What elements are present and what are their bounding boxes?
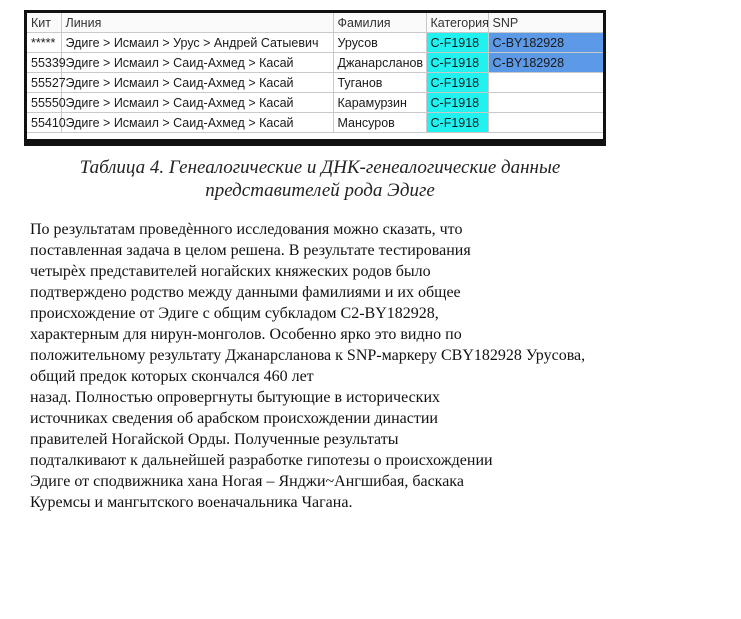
cell-category: C-F1918 <box>426 93 488 113</box>
cell-kit: ***** <box>27 33 61 53</box>
cell-kit: 55550 <box>27 93 61 113</box>
header-category: Категория <box>426 13 488 33</box>
genealogy-table-frame <box>24 10 606 146</box>
cell-surname: Туганов <box>333 73 426 93</box>
paragraph-line: общий предок которых скончался 460 лет <box>30 368 314 385</box>
paragraph-line: подталкивают к дальнейшей разработке гипотезы о происхождении <box>30 452 493 469</box>
table-row <box>27 33 603 53</box>
paragraph-line: поставленная задача в целом решена. В результате тестирования <box>30 242 471 259</box>
cell-category: C-F1918 <box>426 33 488 53</box>
cell-kit: 55527 <box>27 73 61 93</box>
header-snp: SNP <box>488 13 603 33</box>
cell-line: Эдиге > Исмаил > Саид-Ахмед > Касай <box>61 113 333 133</box>
cell-line: Эдиге > Исмаил > Саид-Ахмед > Касай <box>61 93 333 113</box>
cell-surname: Джанарсланов <box>333 53 426 73</box>
caption-line-2: представителей рода Эдиге <box>205 180 435 201</box>
table-header-row <box>27 13 603 33</box>
cell-kit: 55339 <box>27 53 61 73</box>
paragraph-line: Эдиге от сподвижника хана Ногая – Янджи~Ангшибая, баскака <box>30 473 464 490</box>
cell-category: C-F1918 <box>426 53 488 73</box>
paragraph-line: источниках сведения об арабском происхождении династии <box>30 410 438 427</box>
paragraph-line: положительному результату Джанарсланова к SNP-маркеру CBY182928 Урусова, <box>30 347 586 364</box>
cell-category: C-F1918 <box>426 73 488 93</box>
paragraph-line: происхождение от Эдиге с общим субкладом C2-BY182928, <box>30 305 439 322</box>
cell-snp <box>488 93 603 113</box>
genealogy-table <box>27 13 603 133</box>
cell-kit: 55410 <box>27 113 61 133</box>
conclusion-paragraph <box>30 219 720 513</box>
table-caption <box>30 156 610 202</box>
caption-line-1: Таблица 4. Генеалогические и ДНК-генеалогические данные <box>79 157 561 178</box>
cell-surname: Карамурзин <box>333 93 426 113</box>
paragraph-line: характерным для нирун-монголов. Особенно ярко это видно по <box>30 326 462 343</box>
table-row <box>27 73 603 93</box>
cell-surname: Мансуров <box>333 113 426 133</box>
cell-snp <box>488 113 603 133</box>
cell-snp: C-BY182928 <box>488 53 603 73</box>
table-row <box>27 113 603 133</box>
cell-surname: Урусов <box>333 33 426 53</box>
cell-line: Эдиге > Исмаил > Саид-Ахмед > Касай <box>61 53 333 73</box>
cell-snp <box>488 73 603 93</box>
header-surname: Фамилия <box>333 13 426 33</box>
cell-line: Эдиге > Исмаил > Урус > Андрей Сатыевич <box>61 33 333 53</box>
paragraph-line: По результатам проведѐнного исследования можно сказать, что <box>30 221 463 238</box>
paragraph-line: четырѐх представителей ногайских княжеских родов было <box>30 263 431 280</box>
header-kit: Кит <box>27 13 61 33</box>
paragraph-line: подтверждено родство между данными фамилиями и их общее <box>30 284 461 301</box>
cell-snp: C-BY182928 <box>488 33 603 53</box>
paragraph-line: назад. Полностью опровергнуты бытующие в исторических <box>30 389 441 406</box>
paragraph-line: Куремсы и мангытского военачальника Чагана. <box>30 494 353 511</box>
cell-line: Эдиге > Исмаил > Саид-Ахмед > Касай <box>61 73 333 93</box>
cell-category: C-F1918 <box>426 113 488 133</box>
paragraph-line: правителей Ногайской Орды. Полученные результаты <box>30 431 399 448</box>
header-line: Линия <box>61 13 333 33</box>
table-row <box>27 93 603 113</box>
table-row <box>27 53 603 73</box>
